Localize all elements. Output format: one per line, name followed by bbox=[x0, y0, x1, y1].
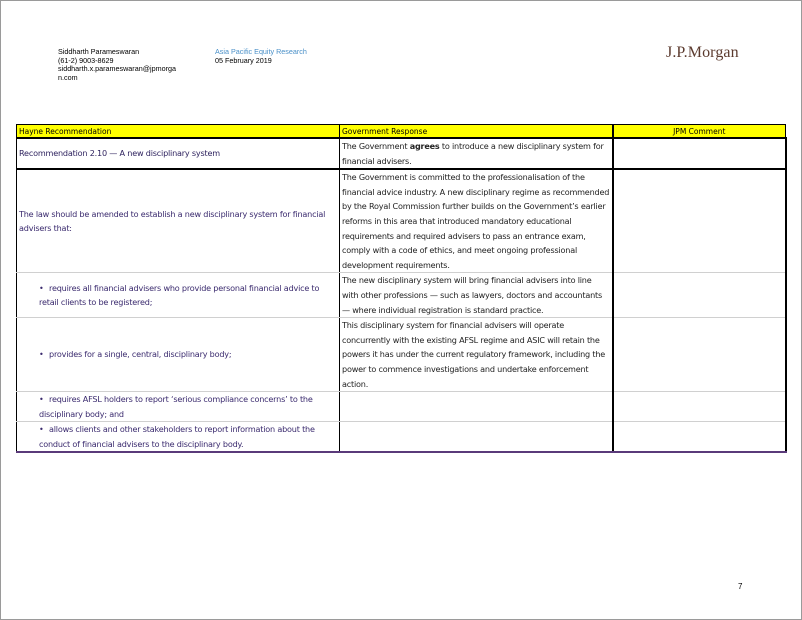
government-response bbox=[340, 392, 613, 422]
response-text: The Government bbox=[342, 141, 410, 151]
table-row bbox=[17, 318, 786, 392]
government-response bbox=[340, 422, 613, 453]
header-hayne: Hayne Recommendation bbox=[17, 125, 340, 139]
government-response: The Government is committed to the professionalisation of the financial advice industry. A new disciplinary regime as recommended by the Royal Commission further builds on the Government’s earlier reforms in this area that introduced mandatory educational requirements and required advisers to pass an entrance exam, comply with a code of ethics, and meet ongoing professional development requirements. bbox=[340, 169, 613, 273]
table-header-row bbox=[17, 125, 786, 139]
recommendation-bullet bbox=[17, 392, 340, 422]
recommendation-bullet bbox=[17, 318, 340, 392]
table-row bbox=[17, 392, 786, 422]
bullet-text: requires AFSL holders to report ‘serious compliance concerns’ to the disciplinary body; and bbox=[39, 394, 313, 419]
analyst-email[interactable]: siddharth.x.parameswaran@jpmorgan.com bbox=[58, 64, 176, 82]
analyst-name: Siddharth Parameswaran bbox=[58, 47, 140, 56]
report-date: 05 February 2019 bbox=[215, 55, 272, 65]
table-row bbox=[17, 169, 786, 273]
government-response bbox=[340, 138, 613, 169]
header-jpm: JPM Comment bbox=[613, 125, 786, 139]
jpm-comment bbox=[613, 169, 786, 273]
jpm-comment bbox=[613, 318, 786, 392]
table-row bbox=[17, 273, 786, 318]
bullet-icon: • bbox=[39, 394, 44, 405]
report-series: Asia Pacific Equity Research bbox=[215, 47, 307, 56]
recommendation-text: The law should be amended to establish a new disciplinary system for financial advisers that: bbox=[17, 169, 340, 273]
recommendation-bullet bbox=[17, 273, 340, 318]
bullet-icon: • bbox=[39, 424, 44, 435]
analyst-phone: (61-2) 9003-8629 bbox=[58, 55, 114, 65]
government-response: This disciplinary system for financial advisers will operate concurrently with the existing AFSL regime and ASIC will retain the powers it has under the current regulatory framework, including the power to commence investigations and undertake enforcement action. bbox=[340, 318, 613, 392]
jpm-comment bbox=[613, 392, 786, 422]
recommendation-bullet bbox=[17, 422, 340, 453]
response-text: to introduce a new disciplinary system for financial advisers. bbox=[342, 141, 604, 166]
bullet-text: requires all financial advisers who provide personal financial advice to retail clients to be registered; bbox=[39, 282, 320, 308]
bullet-icon: • bbox=[39, 349, 44, 360]
response-emphasis: agrees bbox=[409, 141, 440, 151]
table-row bbox=[17, 422, 786, 453]
jpm-comment bbox=[613, 138, 786, 169]
recommendation-table bbox=[16, 124, 787, 453]
jpmorgan-logo: J.P.Morgan bbox=[666, 44, 739, 61]
bullet-icon: • bbox=[39, 282, 44, 293]
jpm-comment bbox=[613, 273, 786, 318]
government-response: The new disciplinary system will bring financial advisers into line with other professions — such as lawyers, doctors and accountants — where individual registration is standard practice. bbox=[340, 273, 613, 318]
recommendation-title: Recommendation 2.10 — A new disciplinary system bbox=[17, 138, 340, 169]
header-government: Government Response bbox=[340, 125, 613, 139]
report-info bbox=[215, 48, 307, 65]
analyst-contact bbox=[58, 48, 178, 82]
page-number: 7 bbox=[738, 582, 743, 591]
bullet-text: allows clients and other stakeholders to report information about the conduct of financial advisers to the disciplinary body. bbox=[39, 424, 315, 449]
jpm-comment bbox=[613, 422, 786, 453]
table-row bbox=[17, 138, 786, 169]
bullet-text: provides for a single, central, disciplinary body; bbox=[49, 349, 232, 360]
